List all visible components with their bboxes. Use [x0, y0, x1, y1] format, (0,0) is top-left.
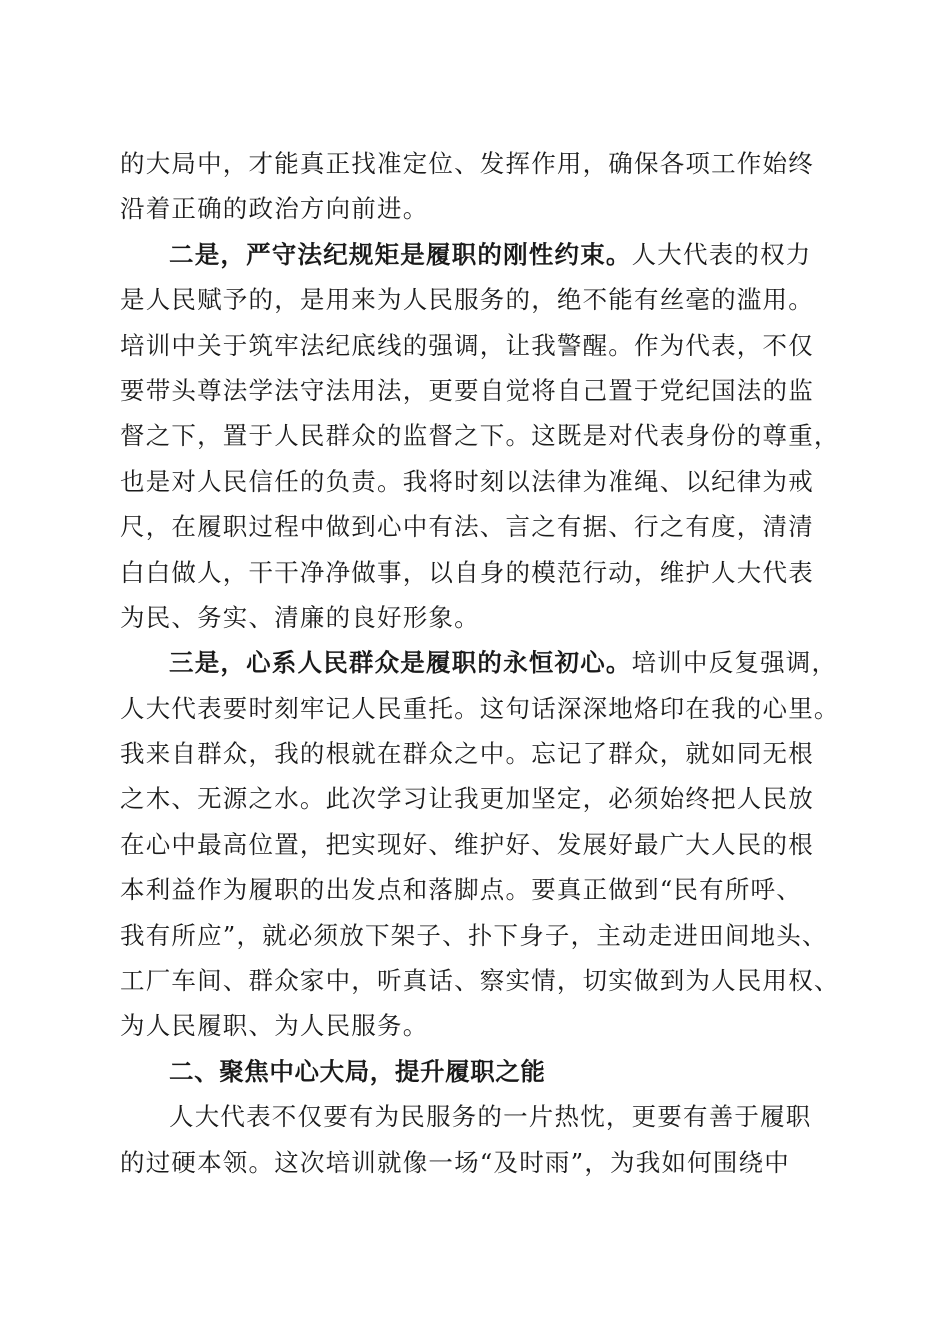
- paragraph-line: 为民、务实、清廉的良好形象。: [120, 602, 480, 632]
- paragraph-text: 人大代表的权力: [631, 239, 812, 269]
- paragraph-text: 培训中反复强调，: [631, 648, 838, 678]
- paragraph-line: 白白做人，干干净净做事，以自身的模范行动，维护人大代表: [120, 557, 814, 587]
- paragraph-line: 之木、无源之水。此次学习让我更加坚定，必须始终把人民放: [120, 784, 814, 814]
- paragraph-line: 要带头尊法学法守法用法，更要自觉将自己置于党纪国法的监: [120, 375, 814, 405]
- paragraph-lead: 三是，心系人民群众是履职的永恒初心。: [169, 648, 632, 678]
- document-body: [120, 141, 840, 1185]
- paragraph-line: 督之下，置于人民群众的监督之下。这既是对代表身份的尊重，: [120, 421, 840, 451]
- paragraph-line: 是人民赋予的，是用来为人民服务的，绝不能有丝毫的滥用。: [120, 285, 814, 315]
- paragraph-line: 我有所应”，就必须放下架子、扑下身子，主动走进田间地头、: [120, 920, 828, 950]
- paragraph-line: 我来自群众，我的根就在群众之中。忘记了群众，就如同无根: [120, 739, 814, 769]
- paragraph-line: 在心中最高位置，把实现好、维护好、发展好最广大人民的根: [120, 829, 814, 859]
- paragraph-first-line: [120, 640, 840, 685]
- paragraph-lead: 二是，严守法纪规矩是履职的刚性约束。: [169, 239, 632, 269]
- paragraph-line: 的大局中，才能真正找准定位、发挥作用，确保各项工作始终: [120, 149, 814, 178]
- paragraph-first-line: 人大代表不仅要有为民服务的一片热忱，更要有善于履职: [169, 1102, 812, 1132]
- paragraph-line: 培训中关于筑牢法纪底线的强调，让我警醒。作为代表，不仅: [120, 330, 814, 360]
- paragraph-line: 本利益作为履职的出发点和落脚点。要真正做到“民有所呼、: [120, 875, 802, 905]
- paragraph-line: 尺，在履职过程中做到心中有法、言之有据、行之有度，清清: [120, 512, 814, 542]
- paragraph-line: 工厂车间、群众家中，听真话、察实情，切实做到为人民用权、: [120, 966, 840, 996]
- paragraph-line: 沿着正确的政治方向前进。: [120, 194, 429, 224]
- paragraph-first-line: [120, 232, 840, 277]
- paragraph-line: 人大代表要时刻牢记人民重托。这句话深深地烙印在我的心里。: [120, 693, 840, 723]
- paragraph-line: 为人民履职、为人民服务。: [120, 1011, 429, 1041]
- paragraph-line: 的过硬本领。这次培训就像一场“及时雨”，为我如何围绕中: [120, 1147, 790, 1177]
- paragraph-line: 也是对人民信任的负责。我将时刻以法律为准绳、以纪律为戒: [120, 466, 814, 496]
- section-heading: 二、聚焦中心大局，提升履职之能: [169, 1056, 546, 1086]
